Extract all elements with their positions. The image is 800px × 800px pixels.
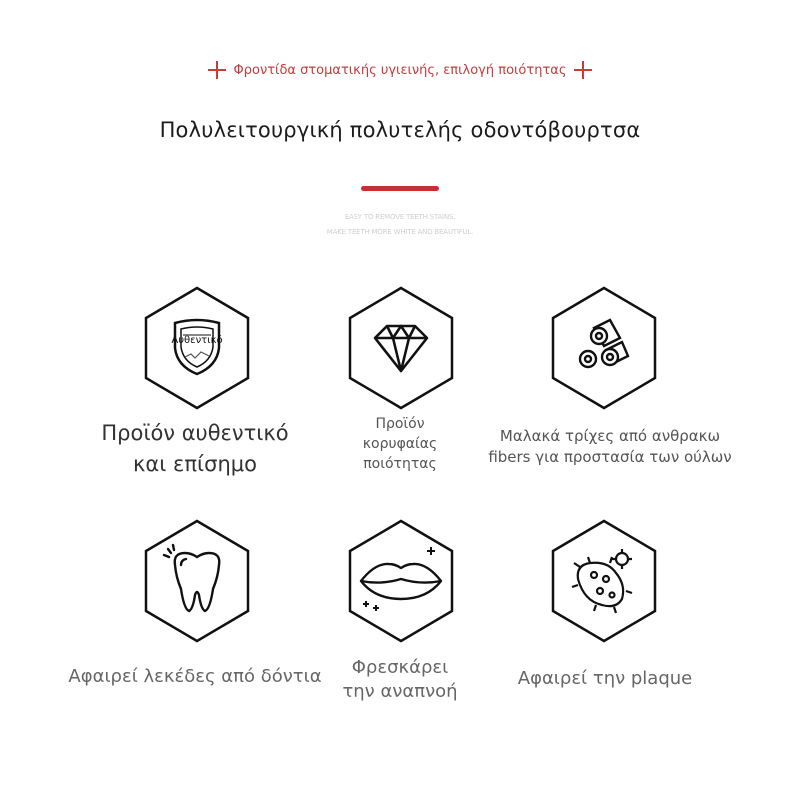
label-line: fibers για προστασία των ούλων — [488, 448, 732, 466]
feature-stain-icon — [143, 519, 251, 643]
label-line: Προϊόν — [375, 416, 425, 432]
feature-label-quality — [340, 414, 460, 474]
label-line: ποιότητας — [363, 456, 437, 472]
title-divider — [361, 186, 439, 191]
label-line: και επίσημο — [133, 452, 257, 476]
plus-icon — [574, 61, 592, 79]
plus-icon — [208, 61, 226, 79]
label-line: Αφαιρεί την plaque — [517, 668, 693, 689]
shield-badge-text: Αυθεντικό — [171, 335, 223, 346]
feature-label-plaque — [495, 667, 715, 691]
feature-quality-icon — [347, 286, 455, 410]
label-line: κορυφαίας — [362, 436, 438, 452]
label-line: Προϊόν αυθεντικό — [101, 421, 289, 445]
label-line: Φρεσκάρει — [351, 657, 449, 678]
tagline: Φροντίδα στοματικής υγιεινής, επιλογή ποιότητας — [233, 62, 567, 78]
label-line: Αφαιρεί λεκέδες από δόντια — [68, 666, 322, 687]
feature-breath-icon — [347, 519, 455, 643]
page-title: Πολυλειτουργική πολυτελής οδοντόβουρτσα — [159, 118, 641, 142]
english-subtitle-line2: MAKE TEETH MORE WHITE AND BEAUTIFUL. — [326, 228, 474, 236]
feature-charcoal-icon — [550, 286, 658, 410]
tagline-row — [0, 58, 800, 82]
english-subtitle-line1: EASY TO REMOVE TEETH STAINS, — [344, 213, 456, 221]
feature-label-charcoal — [470, 426, 750, 468]
label-line: την αναπνοή — [342, 681, 458, 702]
label-line: Μαλακά τρίχες από ανθρακω — [499, 427, 721, 445]
feature-label-breath — [330, 656, 470, 704]
feature-label-authentic — [80, 418, 310, 480]
feature-label-stain — [55, 665, 335, 689]
feature-plaque-icon — [550, 519, 658, 643]
feature-authentic-icon — [143, 286, 251, 410]
